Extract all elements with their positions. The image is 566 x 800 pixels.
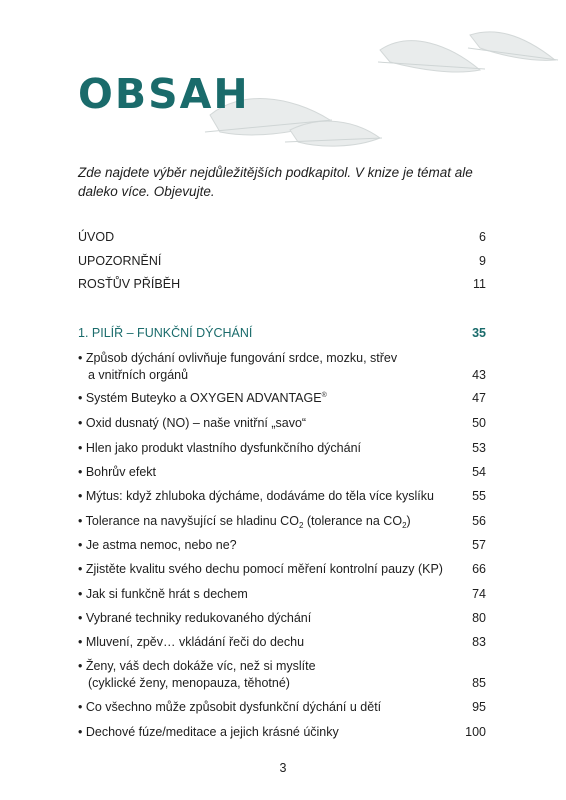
toc-subentry-page: 57 [472, 538, 486, 552]
toc-subentry-page: 53 [472, 441, 486, 455]
toc-subentry[interactable] [78, 416, 486, 430]
toc-subentry-label: • Způsob dýchání ovlivňuje fungování srdce, mozku, střev [78, 351, 398, 365]
toc-subentry-page: 43 [472, 368, 486, 382]
toc-entry-page: 11 [473, 277, 486, 291]
toc-entry-label: ÚVOD [78, 230, 115, 244]
toc-subentry-label: • Co všechno může způsobit dysfunkční dýchání u dětí [78, 700, 382, 714]
toc-subentry-page: 47 [472, 391, 486, 405]
toc-subentry[interactable] [78, 350, 486, 384]
toc-subentry-label: • Bohrův efekt [78, 465, 157, 479]
toc-subentry[interactable] [78, 635, 486, 649]
toc-entry-label: ROSŤŮV PŘÍBĚH [78, 277, 181, 291]
toc-subentry-page: 54 [472, 465, 486, 479]
toc-subentry-label-end: ) [406, 514, 411, 528]
toc-subentry-label: • Ženy, váš dech dokáže víc, než si myslíte [78, 659, 316, 673]
toc-entry-label: UPOZORNĚNÍ [78, 254, 162, 268]
subscript: 2 [298, 521, 304, 530]
intro-text: Zde najdete výběr nejdůležitějších podkapitol. V knize je témat ale daleko více. Objevujte. [78, 165, 473, 199]
toc-subentry[interactable] [78, 441, 486, 455]
toc-subentry-label: • Jak si funkčně hrát s dechem [78, 587, 248, 601]
toc-subentry-label: • Mluvení, zpěv… vkládání řeči do dechu [78, 635, 305, 649]
toc-subentry-label: • Je astma nemoc, nebo ne? [78, 538, 237, 552]
toc-subentry-page: 56 [472, 514, 486, 528]
toc-subentry-label: • Oxid dusnatý (NO) – naše vnitřní „savo“ [78, 416, 307, 430]
toc-subentry[interactable] [78, 562, 486, 576]
toc-subentry[interactable] [78, 465, 486, 479]
toc-subentry-page: 95 [472, 700, 486, 714]
toc-subentry-page: 74 [472, 587, 486, 601]
toc-subentry[interactable] [78, 514, 486, 528]
toc-subentry-label: • Hlen jako produkt vlastního dysfunkčního dýchání [78, 441, 362, 455]
toc-entry[interactable] [78, 230, 486, 244]
toc-subentry-page: 85 [472, 676, 486, 690]
toc-subentry-label: • Mýtus: když zhluboka dýcháme, dodáváme do těla více kyslíku [78, 489, 434, 503]
toc-subentry-page: 66 [472, 562, 486, 576]
toc-section-heading[interactable] [78, 326, 486, 340]
toc-subentry-label: • Tolerance na navyšující se hladinu CO [78, 514, 299, 528]
toc-subentry-label-cont: (tolerance na CO [303, 514, 403, 528]
toc-subentry-page: 50 [472, 416, 486, 430]
toc-subentry-label: • Dechové fúze/meditace a jejich krásné účinky [78, 725, 339, 739]
toc-subentry[interactable] [78, 658, 486, 692]
toc-subentry-label-cont: (cyklické ženy, menopauza, těhotné) [88, 676, 290, 690]
toc-subentry-page: 100 [465, 725, 486, 739]
toc-entry-page: 6 [479, 230, 486, 244]
registered-mark: ® [321, 392, 327, 399]
toc-entry[interactable] [78, 277, 486, 291]
toc-subentry[interactable] [78, 587, 486, 601]
toc-subentry[interactable] [78, 700, 486, 714]
toc-subentry-label: • Zjistěte kvalitu svého dechu pomocí měření kontrolní pauzy (KP) [78, 562, 443, 576]
toc-subentry[interactable] [78, 489, 486, 503]
toc-section-label: 1. PILÍŘ – FUNKČNÍ DÝCHÁNÍ [78, 326, 253, 340]
toc-entry[interactable] [78, 254, 486, 268]
toc-subentry-label-cont: a vnitřních orgánů [88, 368, 189, 382]
toc-subentry-page: 55 [472, 489, 486, 503]
subscript: 2 [402, 521, 407, 530]
toc-subentry[interactable] [78, 611, 486, 625]
toc-subentry[interactable] [78, 725, 486, 739]
page-number: 3 [279, 761, 287, 775]
toc-subentry[interactable] [78, 538, 486, 552]
toc-subentry[interactable] [78, 391, 486, 405]
page-title: OBSAH [78, 70, 250, 118]
toc-subentry-label: • Vybrané techniky redukovaného dýchání [78, 611, 312, 625]
toc-section-page: 35 [472, 326, 486, 340]
toc-subentry-page: 80 [472, 611, 486, 625]
toc-entry-page: 9 [479, 254, 486, 268]
toc-subentry-label: • Systém Buteyko a OXYGEN ADVANTAGE [78, 391, 322, 405]
toc-subentry-page: 83 [472, 635, 486, 649]
